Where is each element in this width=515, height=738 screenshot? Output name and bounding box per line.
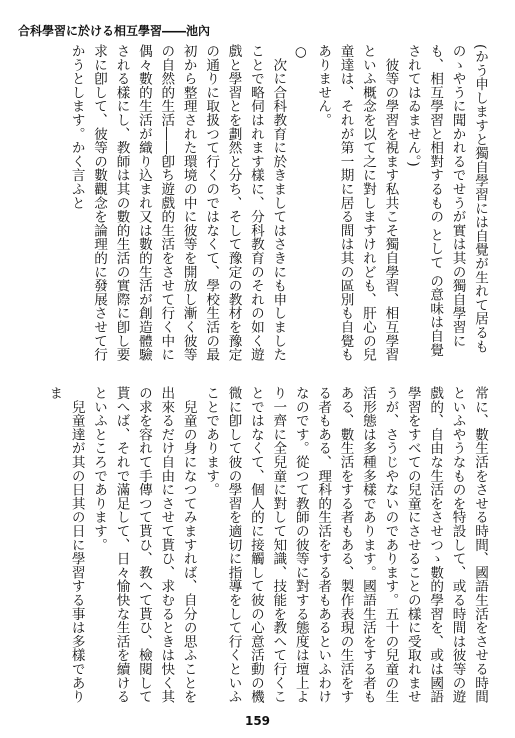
running-title: 合科學習に於ける相互學習――池內 xyxy=(18,24,211,38)
upper-text-block: (かう申しますと獨自學習には自覺が生れて居るものゝやうに聞かれるでせうが實は其の獨自學習にも、相互學習と相對するもの として の意味は自覺されてはゐません。) 彼等の學習を視ます私共こそ獨自學習、相互學習といふ概念を以て之に對しますけれども、肝心の兒童達は、それが第一期に居る間は其の區別も自覺もありません。 ○ 次に合科教育に於きましてはさきにも申しましたことで略伺はれます樣に、分科教育のそれの如く遊戲と學習とを劃然と分ち、そして豫定の教材を豫定の通りに取扱つて行くのではなくて、學校生活の最初から整理された環境の中に彼等を開放し漸く彼等の自然的生活――卽ち遊戲的生活をさせて行く中に偶々數的生活が織り込まれ又は數的生活が創造體驗される樣にし、教師は其の數的生活の實際に卽し要求に卽して、彼等の數觀念を論理的に發展させて行かうとします。かく言ふと xyxy=(68,44,488,362)
page-number: 159 xyxy=(244,714,271,728)
lower-text-block: 常に、數生活をさせる時間、國語生活をさせる時間といふやうなものを特設して、或る時間は彼等の遊戲的、自由な生活をさせつゝ數的學習を、或は國語學習をすべての兒童にさせることの樣に受取れませうが、さうじやないのであります。五十の兒童の生活形態は多種多樣であります。國語生活をする者もある、數生活をする者もある、製作表現の生活をする者もある、理科的生活をする者もあるといふわけなのです。從つて教師の彼等に對する態度は壇上より一齊に全兒童に對して知識、技能を教へて行くことではなくて、個人的に接觸して彼の心意活動の機微に卽して彼の學習を適切に指導をして行くといふことであります。 兒童の身になつてみますれば、自分の思ふことを出來るだけ自由にさせて貰ひ、求むるときは快く其の求を容れて手傳つて貰ひ、教へて貰ひ、檢閱して貰へば、それで滿足して、日々愉快な生活を續けるといふところであります。 兒童達が其の日其の日に學習する事は多樣でありま xyxy=(46,386,488,704)
block-separator xyxy=(18,373,497,374)
